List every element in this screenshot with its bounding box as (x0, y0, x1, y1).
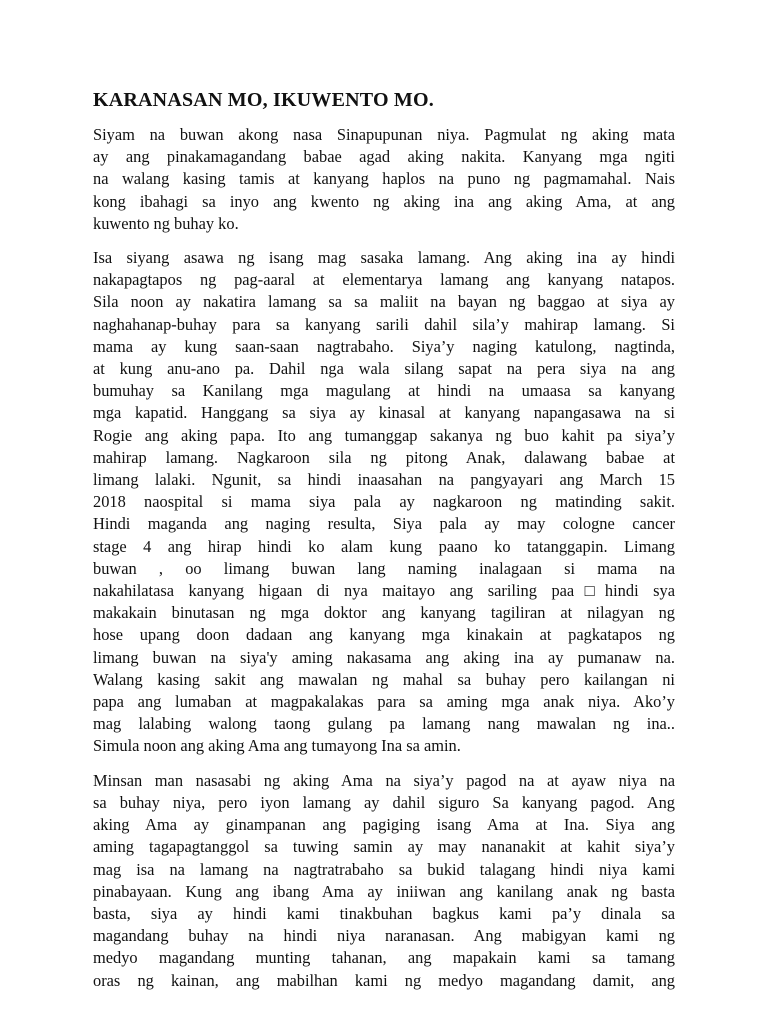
text-line: kong ibahagi sa inyo ang kwento ng aking ina ang aking Ama, at ang (93, 191, 675, 211)
text-line: aming tagapagtanggol sa tuwing samin ay may nananakit at kahit siya’y (93, 837, 675, 857)
text-line: hose upang doon dadaan ang kanyang mga kinakain at pagkatapos ng (93, 625, 675, 645)
text-line: at kung anu-ano pa. Dahil nga wala silang sapat na pera siya na ang (93, 359, 675, 379)
text-line: nakapagtapos ng pag-aaral at elementarya lamang ang kanyang natapos. (93, 270, 675, 290)
text-line: sa buhay niya, pero iyon lamang ay dahil siguro Sa kanyang pagod. Ang (93, 792, 675, 812)
text-line: mga kapatid. Hanggang sa siya ay kinasal at kanyang napangasawa na si (93, 403, 675, 423)
text-line: 2018 naospital si mama siya pala ay nagkaroon ng matinding sakit. (93, 492, 675, 512)
text-line: Simula noon ang aking Ama ang tumayong Ina sa amin. (93, 736, 461, 756)
text-line: buwan , oo limang buwan lang naming inalagaan si mama na (93, 558, 675, 578)
text-line: mag isa na lamang na nagtratrabaho sa bukid talagang hindi niya kami (93, 859, 675, 879)
paragraph (93, 124, 675, 235)
text-line: oras ng kainan, ang mabilhan kami ng medyo magandang damit, ang (93, 970, 675, 990)
text-line: Isa siyang asawa ng isang mag sasaka lamang. Ang aking ina ay hindi (93, 248, 675, 268)
text-line: mahirap lamang. Nagkaroon sila ng pitong Anak, dalawang babae at (93, 447, 675, 467)
text-line: papa ang lumaban at magpakalakas para sa aming mga anak niya. Ako’y (93, 692, 675, 712)
paragraph (93, 770, 675, 992)
text-line: magandang buhay na hindi niya naranasan. Ang mabigyan kami ng (93, 926, 675, 946)
text-line: kuwento ng buhay ko. (93, 213, 239, 233)
text-line: makakain binutasan ng mga doktor ang kanyang tagiliran at nilagyan ng (93, 603, 675, 623)
text-line: Rogie ang aking papa. Ito ang tumanggap sakanya ng buo kahit pa siya’y (93, 425, 675, 445)
text-line: stage 4 ang hirap hindi ko alam kung paano ko tatanggapin. Limang (93, 536, 675, 556)
text-line: Sila noon ay nakatira lamang sa sa maliit na bayan ng baggao at siya ay (93, 292, 675, 312)
text-line: mama ay kung saan-saan nagtrabaho. Siya’y naging katulong, nagtinda, (93, 336, 675, 356)
text-line: nakahilatasa kanyang higaan di nya maitayo ang sariling paa□hindi sya (93, 581, 675, 601)
text-line: medyo magandang munting tahanan, ang mapakain kami sa tamang (93, 948, 675, 968)
text-line: aking Ama ay ginampanan ang pagiging isang Ama at Ina. Siya ang (93, 815, 675, 835)
document-title: KARANASAN MO, IKUWENTO MO. (93, 89, 434, 111)
document-page (93, 86, 675, 1004)
text-line: naghahanap-buhay para sa kanyang sarili dahil sila’y mahirap lamang. Si (93, 314, 675, 334)
text-line: bumuhay sa Kanilang mga magulang at hindi na umaasa sa kanyang (93, 381, 675, 401)
paragraph (93, 247, 675, 758)
text-line: na walang kasing tamis at kanyang haplos na puno ng pagmamahal. Nais (93, 169, 675, 189)
document-body (93, 124, 675, 992)
text-line: Walang kasing sakit ang mawalan ng mahal sa buhay pero kailangan ni (93, 669, 675, 689)
text-line: limang lalaki. Ngunit, sa hindi inaasahan na pangyayari ang March 15 (93, 470, 675, 490)
text-line: pinabayaan. Kung ang ibang Ama ay iniiwan ang kanilang anak ng basta (93, 881, 675, 901)
text-line: Hindi maganda ang naging resulta, Siya pala ay may cologne cancer (93, 514, 675, 534)
text-line: mag lalabing walong taong gulang pa lamang nang mawalan ng ina.. (93, 714, 675, 734)
text-line: Minsan man nasasabi ng aking Ama na siya’y pagod na at ayaw niya na (93, 770, 675, 790)
text-line: ay ang pinakamagandang babae agad aking nakita. Kanyang mga ngiti (93, 147, 675, 167)
text-line: basta, siya ay hindi kami tinakbuhan bagkus kami pa’y dinala sa (93, 903, 675, 923)
text-line: Siyam na buwan akong nasa Sinapupunan niya. Pagmulat ng aking mata (93, 125, 675, 144)
text-line: limang buwan na siya'y aming nakasama ang aking ina ay pumanaw na. (93, 647, 675, 667)
